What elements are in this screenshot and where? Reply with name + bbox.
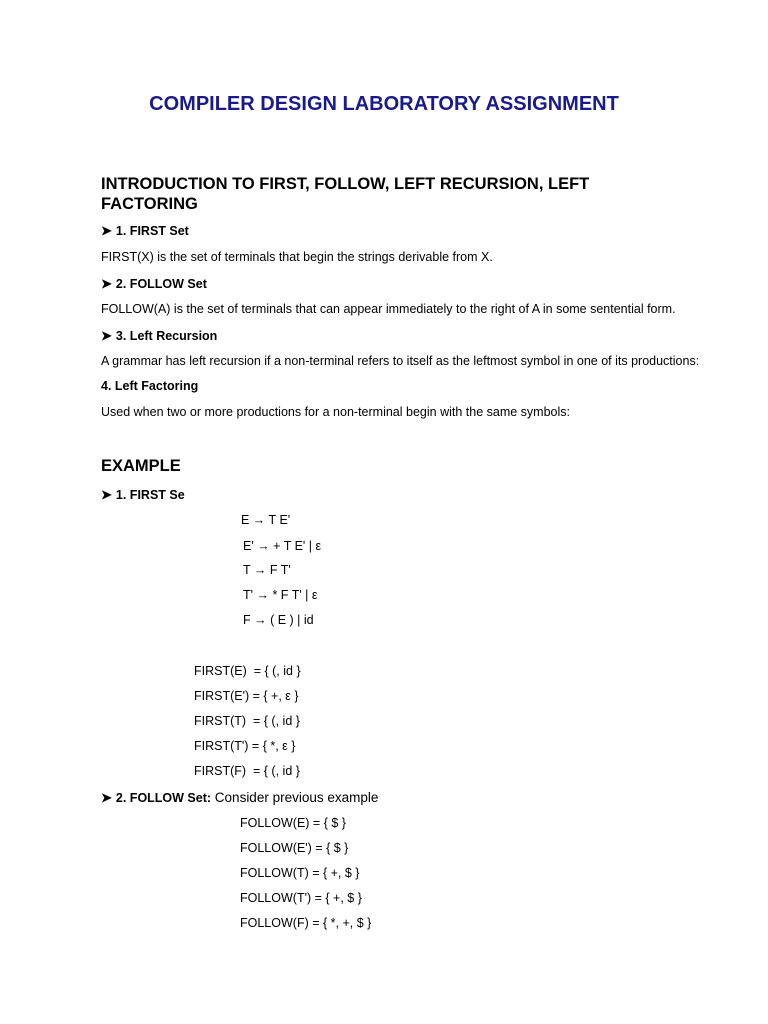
follow-set-line: FOLLOW(F) = { *, +, $ } — [240, 916, 372, 930]
left-recursion-description: A grammar has left recursion if a non-terminal refers to itself as the leftmost symbol in one of its productions: — [101, 354, 700, 368]
first-set-label: 1. FIRST Set — [115, 224, 189, 238]
left-factoring-heading — [101, 379, 198, 393]
follow-set-line: FOLLOW(E') = { $ } — [240, 841, 349, 855]
left-recursion-label: 3. Left Recursion — [115, 329, 218, 343]
left-factoring-description: Used when two or more productions for a non-terminal begin with the same symbols: — [101, 405, 570, 419]
arrow-bullet-icon: ➤ — [101, 223, 112, 238]
first-set-line: FIRST(T') = { *, ε } — [194, 739, 296, 753]
first-set-description: FIRST(X) is the set of terminals that begin the strings derivable from X. — [101, 250, 493, 264]
arrow-bullet-icon: ➤ — [101, 487, 112, 502]
left-factoring-label: 4. Left Factoring — [101, 379, 199, 393]
document-title: COMPILER DESIGN LABORATORY ASSIGNMENT — [149, 93, 619, 115]
production-line: T → F T' — [243, 563, 291, 577]
arrow-bullet-icon: ➤ — [101, 328, 112, 343]
example-follow-label: 2. FOLLOW Set: — [115, 791, 212, 805]
first-set-line: FIRST(E) = { (, id } — [194, 664, 301, 678]
example-follow-heading — [101, 790, 378, 806]
intro-heading-line1: INTRODUCTION TO FIRST, FOLLOW, LEFT RECURSION, LEFT — [101, 175, 590, 193]
arrow-bullet-icon: ➤ — [101, 790, 112, 805]
production-line: E' → + T E' | ε — [243, 539, 322, 553]
production-line: T' → * F T' | ε — [243, 588, 318, 602]
arrow-bullet-icon: ➤ — [101, 276, 112, 291]
follow-set-description: FOLLOW(A) is the set of terminals that can appear immediately to the right of A in some sentential form. — [101, 302, 676, 316]
first-set-line: FIRST(E') = { +, ε } — [194, 689, 299, 703]
example-follow-note: Consider previous example — [211, 790, 379, 805]
first-set-line: FIRST(F) = { (, id } — [194, 764, 300, 778]
example-heading: EXAMPLE — [101, 457, 181, 475]
intro-heading-line2: FACTORING — [101, 195, 198, 213]
intro-heading — [101, 174, 589, 214]
follow-set-label: 2. FOLLOW Set — [115, 277, 207, 291]
first-set-heading — [101, 223, 189, 239]
left-recursion-heading — [101, 328, 217, 344]
follow-set-line: FOLLOW(E) = { $ } — [240, 816, 346, 830]
first-set-line: FIRST(T) = { (, id } — [194, 714, 300, 728]
follow-set-heading — [101, 276, 207, 292]
production-line: F → ( E ) | id — [243, 613, 314, 627]
follow-set-line: FOLLOW(T') = { +, $ } — [240, 891, 362, 905]
example-first-label: 1. FIRST Se — [115, 488, 185, 502]
follow-set-line: FOLLOW(T) = { +, $ } — [240, 866, 360, 880]
production-line: E → T E' — [241, 513, 291, 527]
example-first-heading — [101, 487, 185, 503]
